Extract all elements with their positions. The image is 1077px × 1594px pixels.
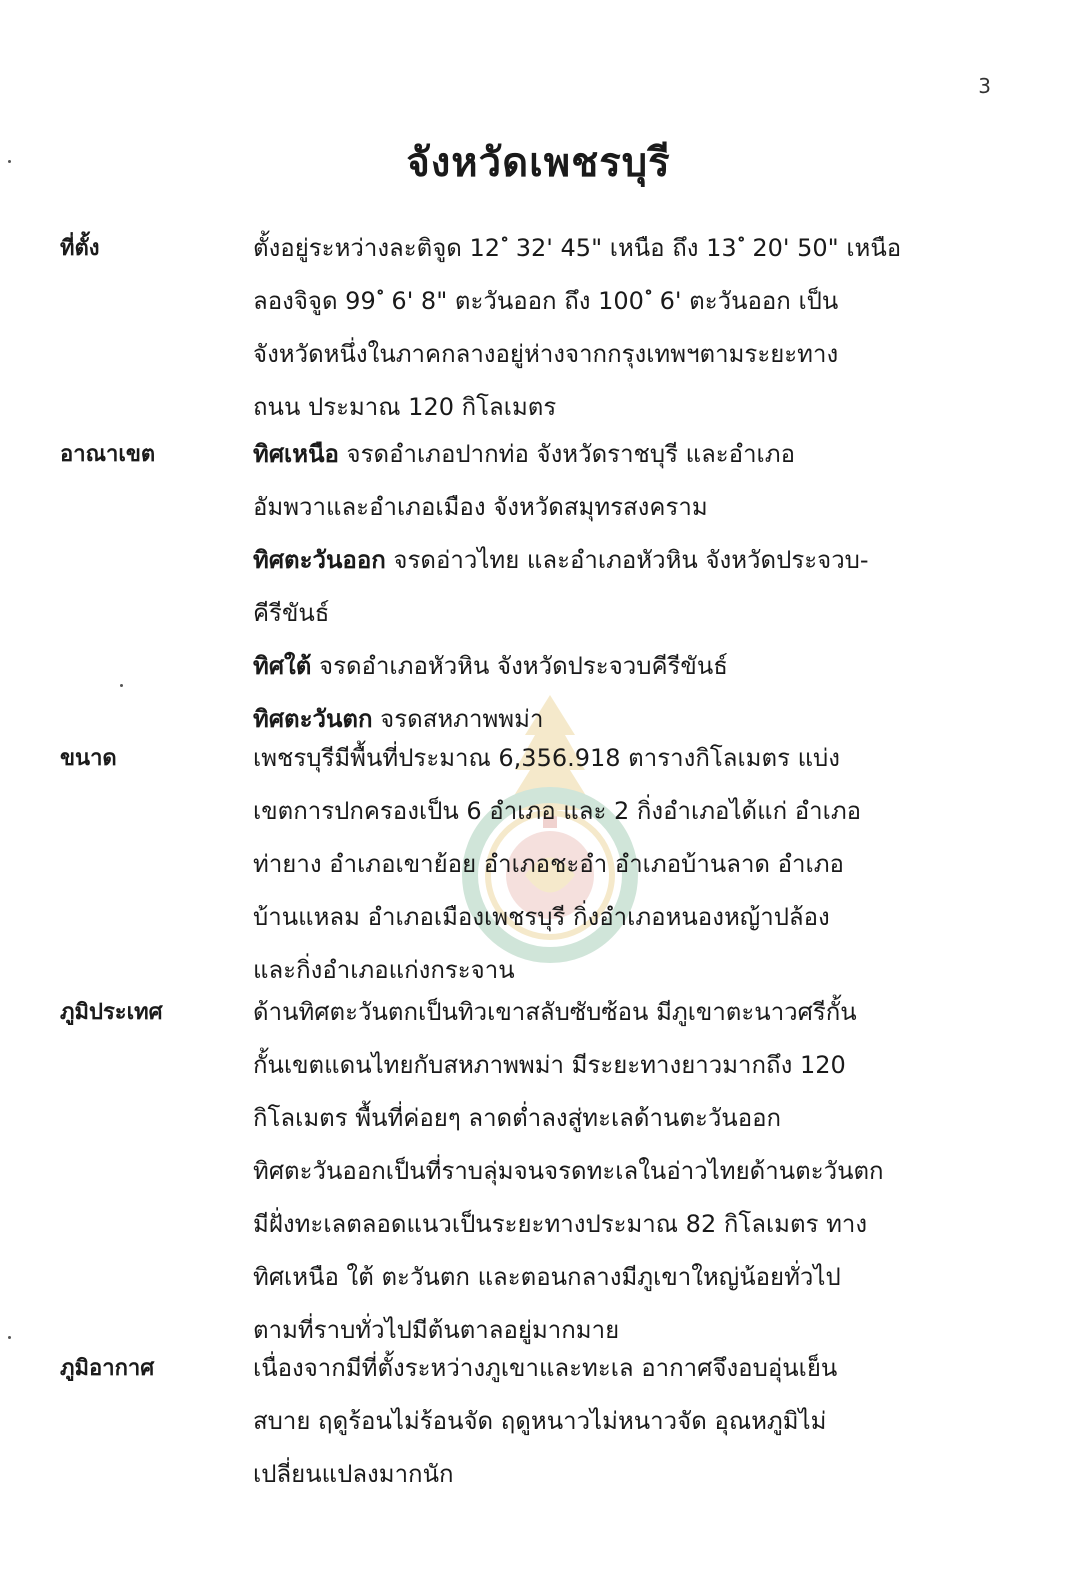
direction-label: ทิศเหนือ <box>253 440 339 468</box>
body-line: ตามที่ราบทั่วไปมีต้นตาลอยู่มากมาย <box>253 1316 620 1344</box>
body-line: ตั้งอยู่ระหว่างละติจูด 12 ํ 32' 45" เหนือ ถึง 13 ํ 20' 50" เหนือ <box>253 234 902 262</box>
body-line: และกิ่งอำเภอแก่งกระจาน <box>253 956 515 984</box>
body-line: บ้านแหลม อำเภอเมืองเพชรบุรี กิ่งอำเภอหนองหญ้าปล้อง <box>253 903 830 931</box>
body-line: กั้นเขตแดนไทยกับสหภาพพม่า มีระยะทางยาวมากถึง 120 <box>253 1051 846 1079</box>
body-line: จังหวัดหนึ่งในภาคกลางอยู่ห่างจากกรุงเทพฯตามระยะทาง <box>253 340 839 368</box>
section-label: อาณาเขต <box>60 442 156 467</box>
section-body <box>253 986 993 1357</box>
section-body <box>253 1342 993 1501</box>
scan-speck <box>8 1336 11 1339</box>
section-body <box>253 732 993 997</box>
body-line: อัมพวาและอำเภอเมือง จังหวัดสมุทรสงคราม <box>253 493 708 521</box>
body-line: เนื่องจากมีที่ตั้งระหว่างภูเขาและทะเล อากาศจึงอบอุ่นเย็น <box>253 1354 838 1382</box>
direction-text: จรดสหภาพพม่า <box>380 705 544 733</box>
body-line: เพชรบุรีมีพื้นที่ประมาณ 6,356.918 ตารางกิโลเมตร แบ่ง <box>253 744 841 772</box>
scan-speck <box>8 160 11 163</box>
direction-text: จรดอ่าวไทย และอำเภอหัวหิน จังหวัดประจวบ- <box>393 546 869 574</box>
page-number: 3 <box>978 74 991 98</box>
section-body <box>253 428 993 746</box>
scan-speck <box>120 684 123 687</box>
body-line: สบาย ฤดูร้อนไม่ร้อนจัด ฤดูหนาวไม่หนาวจัด อุณหภูมิไม่ <box>253 1407 827 1435</box>
direction-text: จรดอำเภอปากท่อ จังหวัดราชบุรี และอำเภอ <box>346 440 795 468</box>
section-label: ขนาด <box>60 746 117 771</box>
body-line <box>253 640 993 693</box>
body-line: เปลี่ยนแปลงมากนัก <box>253 1460 454 1488</box>
body-line: ถนน ประมาณ 120 กิโลเมตร <box>253 393 557 421</box>
body-line: เขตการปกครองเป็น 6 อำเภอ และ 2 กิ่งอำเภอได้แก่ อำเภอ <box>253 797 862 825</box>
section-body <box>253 222 993 434</box>
body-line: คีรีขันธ์ <box>253 599 330 627</box>
body-line <box>253 534 993 587</box>
section-label: ภูมิอากาศ <box>60 1356 155 1381</box>
body-line: มีฝั่งทะเลตลอดแนวเป็นระยะทางประมาณ 82 กิโลเมตร ทาง <box>253 1210 868 1238</box>
section-label: ภูมิประเทศ <box>60 1000 163 1025</box>
body-line: ลองจิจูด 99 ํ 6' 8" ตะวันออก ถึง 100 ํ 6' ตะวันออก เป็น <box>253 287 839 315</box>
page-title: จังหวัดเพชรบุรี <box>406 140 671 186</box>
direction-label: ทิศตะวันออก <box>253 546 386 574</box>
body-line: กิโลเมตร พื้นที่ค่อยๆ ลาดต่ำลงสู่ทะเลด้านตะวันออก <box>253 1104 782 1132</box>
section-label: ที่ตั้ง <box>60 236 100 261</box>
body-line: ท่ายาง อำเภอเขาย้อย อำเภอชะอำ อำเภอบ้านลาด อำเภอ <box>253 850 844 878</box>
direction-label: ทิศตะวันตก <box>253 705 373 733</box>
body-line: ทิศเหนือ ใต้ ตะวันตก และตอนกลางมีภูเขาใหญ่น้อยทั่วไป <box>253 1263 841 1291</box>
direction-text: จรดอำเภอหัวหิน จังหวัดประจวบคีรีขันธ์ <box>319 652 728 680</box>
body-line: ด้านทิศตะวันตกเป็นทิวเขาสลับซับซ้อน มีภูเขาตะนาวศรีกั้น <box>253 998 857 1026</box>
direction-label: ทิศใต้ <box>253 652 312 680</box>
body-line: ทิศตะวันออกเป็นที่ราบลุ่มจนจรดทะเลในอ่าวไทยด้านตะวันตก <box>253 1157 884 1185</box>
body-line <box>253 428 993 481</box>
